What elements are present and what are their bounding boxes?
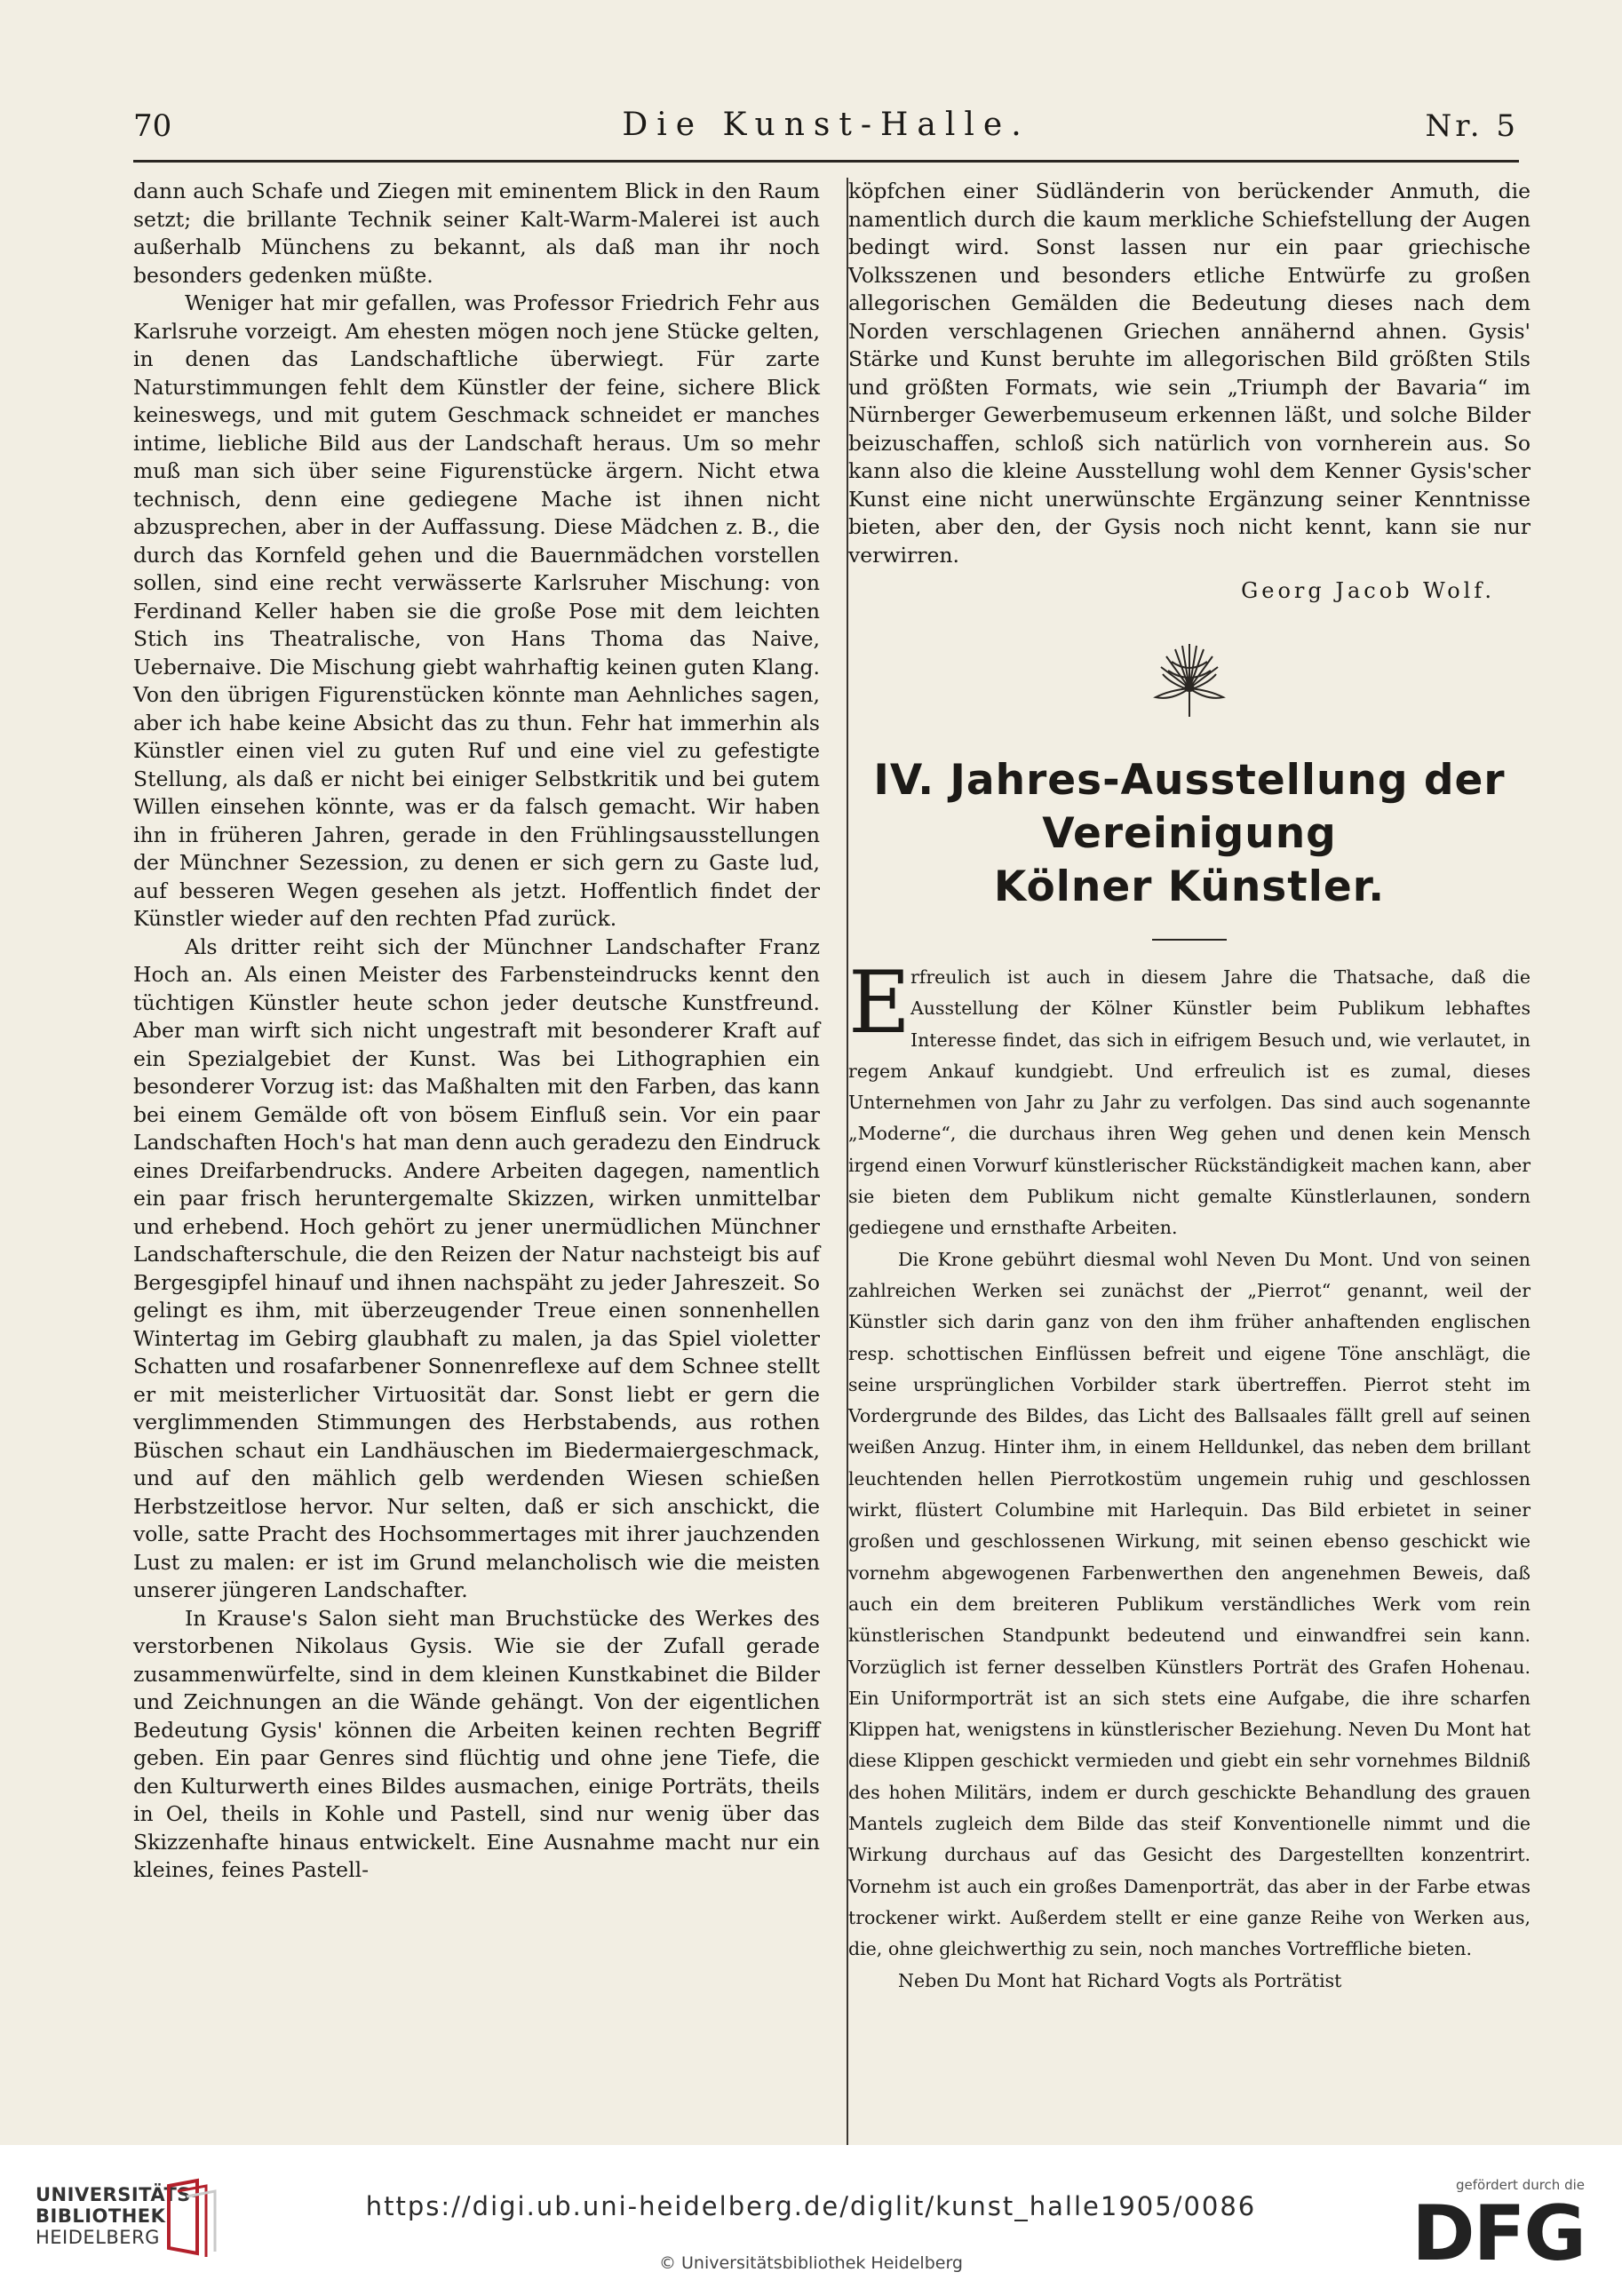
funding-caption: gefördert durch die	[1456, 2177, 1585, 2193]
viewer-footer	[0, 2145, 1622, 2296]
author-signature: Georg Jacob Wolf.	[1241, 578, 1495, 603]
article-heading-line-2: Kölner Künstler.	[993, 862, 1386, 911]
left-column	[133, 178, 820, 1885]
permalink-url[interactable]: https://digi.ub.uni-heidelberg.de/diglit/kunst_halle1905/0086	[365, 2191, 1257, 2221]
article-paragraph-3: Neben Du Mont hat Richard Vogts als Porträtist	[898, 1969, 1342, 1991]
drop-cap: E	[848, 953, 911, 1053]
article-paragraph-1-text: rfreulich ist auch in diesem Jahre die Thatsache, daß die Ausstellung der Kölner Künstler beim Publikum lebhaftes Interesse findet, das sich in eifrigem Besuch und, wie verlautet, in regem Ankauf kundgiebt. Und erfreulich ist es zumal, dieses Unternehmen von Jahr zu Jahr zu verfolgen. Das sind auch sogenannte „Moderne“, die durchaus ihren Weg gehen und denen kein Mensch irgend einen Vorwurf künstlerischer Rückständigkeit machen kann, aber sie bieten dem Publikum nicht gemalte Künstlerlaunen, sondern gediegene und ernsthafte Arbeiten.	[848, 966, 1531, 1239]
page-number: 70	[133, 108, 172, 144]
issue-number: Nr. 5	[1425, 108, 1519, 144]
article-heading-line-1: IV. Jahres-Ausstellung der Vereinigung	[873, 756, 1506, 858]
journal-title: Die Kunst-Halle.	[622, 107, 1030, 143]
dfg-logo[interactable]: DFG	[1411, 2189, 1585, 2278]
left-paragraph-3: Als dritter reiht sich der Münchner Landschafter Franz Hoch an. Als einen Meister des Farbensteindrucks kennt den tüchtigen Künstler heute schon jeder deutsche Kunstfreund. Aber man wirft sich nicht ungestraft mit besonderer Kraft auf ein Spezialgebiet der Kunst. Was bei Lithographien ein besonderer Vorzug ist: das Maßhalten mit den Farben, das kann bei einem Gemälde oft von bösem Einfluß sein. Vor ein paar Landschaften Hoch's hat man denn auch geradezu den Eindruck eines Dreifarbendrucks. Andere Arbeiten dagegen, namentlich ein paar frisch heruntergemalte Skizzen, wirken unmittelbar und erhebend. Hoch gehört zu jener unermüdlichen Münchner Landschafterschule, die den Reizen der Natur nachsteigt bis auf Bergesgipfel hinauf und ihnen nachspäht zu jeder Jahreszeit. So gelingt es ihm, mit überzeugender Treue einen sonnenhellen Wintertag im Gebirg glaubhaft zu malen, ja das Spiel violetter Schatten und rosafarbener Sonnenreflexe auf dem Schnee stellt er mit meisterlicher Virtuosität dar. Sonst liebt er gern die verglimmenden Stimmungen des Herbstabends, aus rothen Büschen schaut ein Landhäuschen im Biedermaiergeschmack, und auf den mählich gelb werdenden Wiesen schießen Herbstzeitlose hervor. Nur selten, daß er sich anschickt, die volle, satte Pracht des Hochsommertages mit ihrer jauchzenden Lust zu malen: er ist im Grund melancholisch wie die meisten unserer jüngeren Landschafter.	[133, 933, 820, 1602]
page-header	[133, 105, 1519, 149]
left-paragraph-1: dann auch Schafe und Ziegen mit eminentem Blick in den Raum setzt; die brillante Technik seiner Kalt-Warm-Malerei ist auch außerhalb Münchens zu bekannt, als daß man ihr noch besonders gedenken müßte.	[133, 179, 820, 288]
copyright-notice: © Universitätsbibliothek Heidelberg	[658, 2253, 963, 2273]
heading-rule	[1152, 939, 1227, 941]
right-continuation-paragraph: köpfchen einer Südländerin von berückender Anmuth, die namentlich durch die kaum merkliche Schiefstellung der Augen bedingt wird. Sonst lassen nur ein paar griechische Volksszenen und besonders etliche Entwürfe zu großen allegorischen Gemälden die Bedeutung dieses nach dem Norden verschlagenen Griechen annähernd ahnen. Gysis' Stärke und Kunst beruhte im allegorischen Bild größten Stils und größten Formats, wie sein „Triumph der Bavaria“ im Nürnberger Gewerbemuseum erkennen läßt, und solche Bilder beizuschaffen, schloß sich natürlich von vornherein aus. So kann also die kleine Ausstellung wohl dem Kenner Gysis'scher Kunst eine nicht unerwünschte Ergänzung seiner Kenntnisse bieten, aber den, der Gysis noch nicht kennt, kann sie nur verwirren.	[848, 179, 1531, 568]
left-paragraph-2: Weniger hat mir gefallen, was Professor Friedrich Fehr aus Karlsruhe vorzeigt. Am ehesten mögen noch jene Stücke gelten, in denen das Landschaftliche überwiegt. Für zarte Naturstimmungen fehlt dem Künstler der feine, sichere Blick keineswegs, und mit gutem Geschmack schneidet er manches intime, liebliche Bild aus der Landschaft heraus. Um so mehr muß man sich über seine Figurenstücke ärgern. Nicht etwa technisch, denn eine gediegene Mache ist ihnen nicht abzusprechen, aber in der Auffassung. Diese Mädchen z. B., die durch das Kornfeld gehen und die Bauernmädchen vorstellen sollen, sind eine recht verwässerte Karlsruher Mischung: von Ferdinand Keller haben sie die große Pose mit dem leichten Stich ins Theatralische, von Hans Thoma das Naive, Uebernaive. Die Mischung giebt wahrhaftig keinen guten Klang. Von den übrigen Figurenstücken könnte man Aehnliches sagen, aber ich habe keine Absicht das zu thun. Fehr hat immerhin als Künstler einen viel zu guten Ruf und eine viel zu gefestigte Stellung, als daß er nicht bei einiger Selbstkritik und bei gutem Willen einsehen könnte, was er da falsch gemacht. Wir haben ihn in früheren Jahren, gerade in den Frühlingsausstellungen der Münchner Sezession, zu denen er sich gern zu Gaste lud, auf besseren Wegen gesehen als jetzt. Hoffentlich findet der Künstler wieder auf den rechten Pfad zurück.	[133, 290, 820, 931]
thistle-flower-ornament-icon	[1136, 639, 1243, 719]
header-rule	[133, 160, 1519, 163]
article-paragraph-2: Die Krone gebührt diesmal wohl Neven Du Mont. Und von seinen zahlreichen Werken sei zunächst der „Pierrot“ genannt, weil der Künstler sich darin ganz von den ihm früher anhaftenden englischen resp. schottischen Einflüssen befreit und eigene Töne anschlägt, die seine ursprünglichen Vorbilder stark übertreffen. Pierrot steht im Vordergrunde des Bildes, das Licht des Ballsaales fällt grell auf seinen weißen Anzug. Hinter ihm, in einem Helldunkel, das neben dem brillant leuchtenden hellen Pierrotkostüm ungemein ruhig und geschlossen wirkt, flüstert Columbine mit Harlequin. Das Bild erbietet in seiner großen und geschlossenen Wirkung, mit seinen ebenso geschickt wie vornehm abgewogenen Farbenwerthen den angenehmen Beweis, daß auch ein dem breiteren Publikum verständliches Werk vom rein künstlerischen Standpunkt bedeutend und einwandfrei sein kann. Vorzüglich ist ferner desselben Künstlers Porträt des Grafen Hohenau. Ein Uniformporträt ist an sich stets eine Aufgabe, die ihre scharfen Klippen hat, wenigstens in künstlerischer Beziehung. Neven Du Mont hat diese Klippen geschickt vermieden und giebt ein sehr vornehmes Bildniß des hohen Militärs, indem er durch geschickte Behandlung des grauen Mantels zugleich dem Bilde das steif Konventionelle nimmt und die Wirkung durchaus auf das Gesicht des Dargestellten konzentrirt. Vornehm ist auch ein großes Damenporträt, das aber in der Farbe etwas trockener wirkt. Außerdem stellt er eine ganze Reihe von Werken aus, die, ohne gleichwerthig zu sein, noch manches Vortreffliche bieten.	[848, 1248, 1531, 1960]
article-paragraph-1	[848, 953, 1531, 1244]
library-name-line-1: UNIVERSITÄTS-	[36, 2184, 200, 2205]
library-name-line-2: BIBLIOTHEK	[36, 2205, 166, 2227]
library-name-line-3: HEIDELBERG	[36, 2227, 160, 2248]
left-paragraph-4: In Krause's Salon sieht man Bruchstücke des Werkes des verstorbenen Nikolaus Gysis. Wie sie der Zufall gerade zusammenwürfelte, sind in dem kleinen Kunstkabinet die Bilder und Zeichnungen an die Wände gehängt. Von der eigentlichen Bedeutung Gysis' können die Arbeiten keinen rechten Begriff geben. Ein paar Genres sind flüchtig und ohne jene Tiefe, die den Kulturwerth eines Bildes ausmachen, einige Porträts, theils in Oel, theils in Kohle und Pastell, sind nur wenig über das Skizzenhafte hinaus entwickelt. Eine Ausnahme macht nur ein kleines, feines Pastell-	[133, 1605, 820, 1882]
right-column	[848, 178, 1531, 1997]
